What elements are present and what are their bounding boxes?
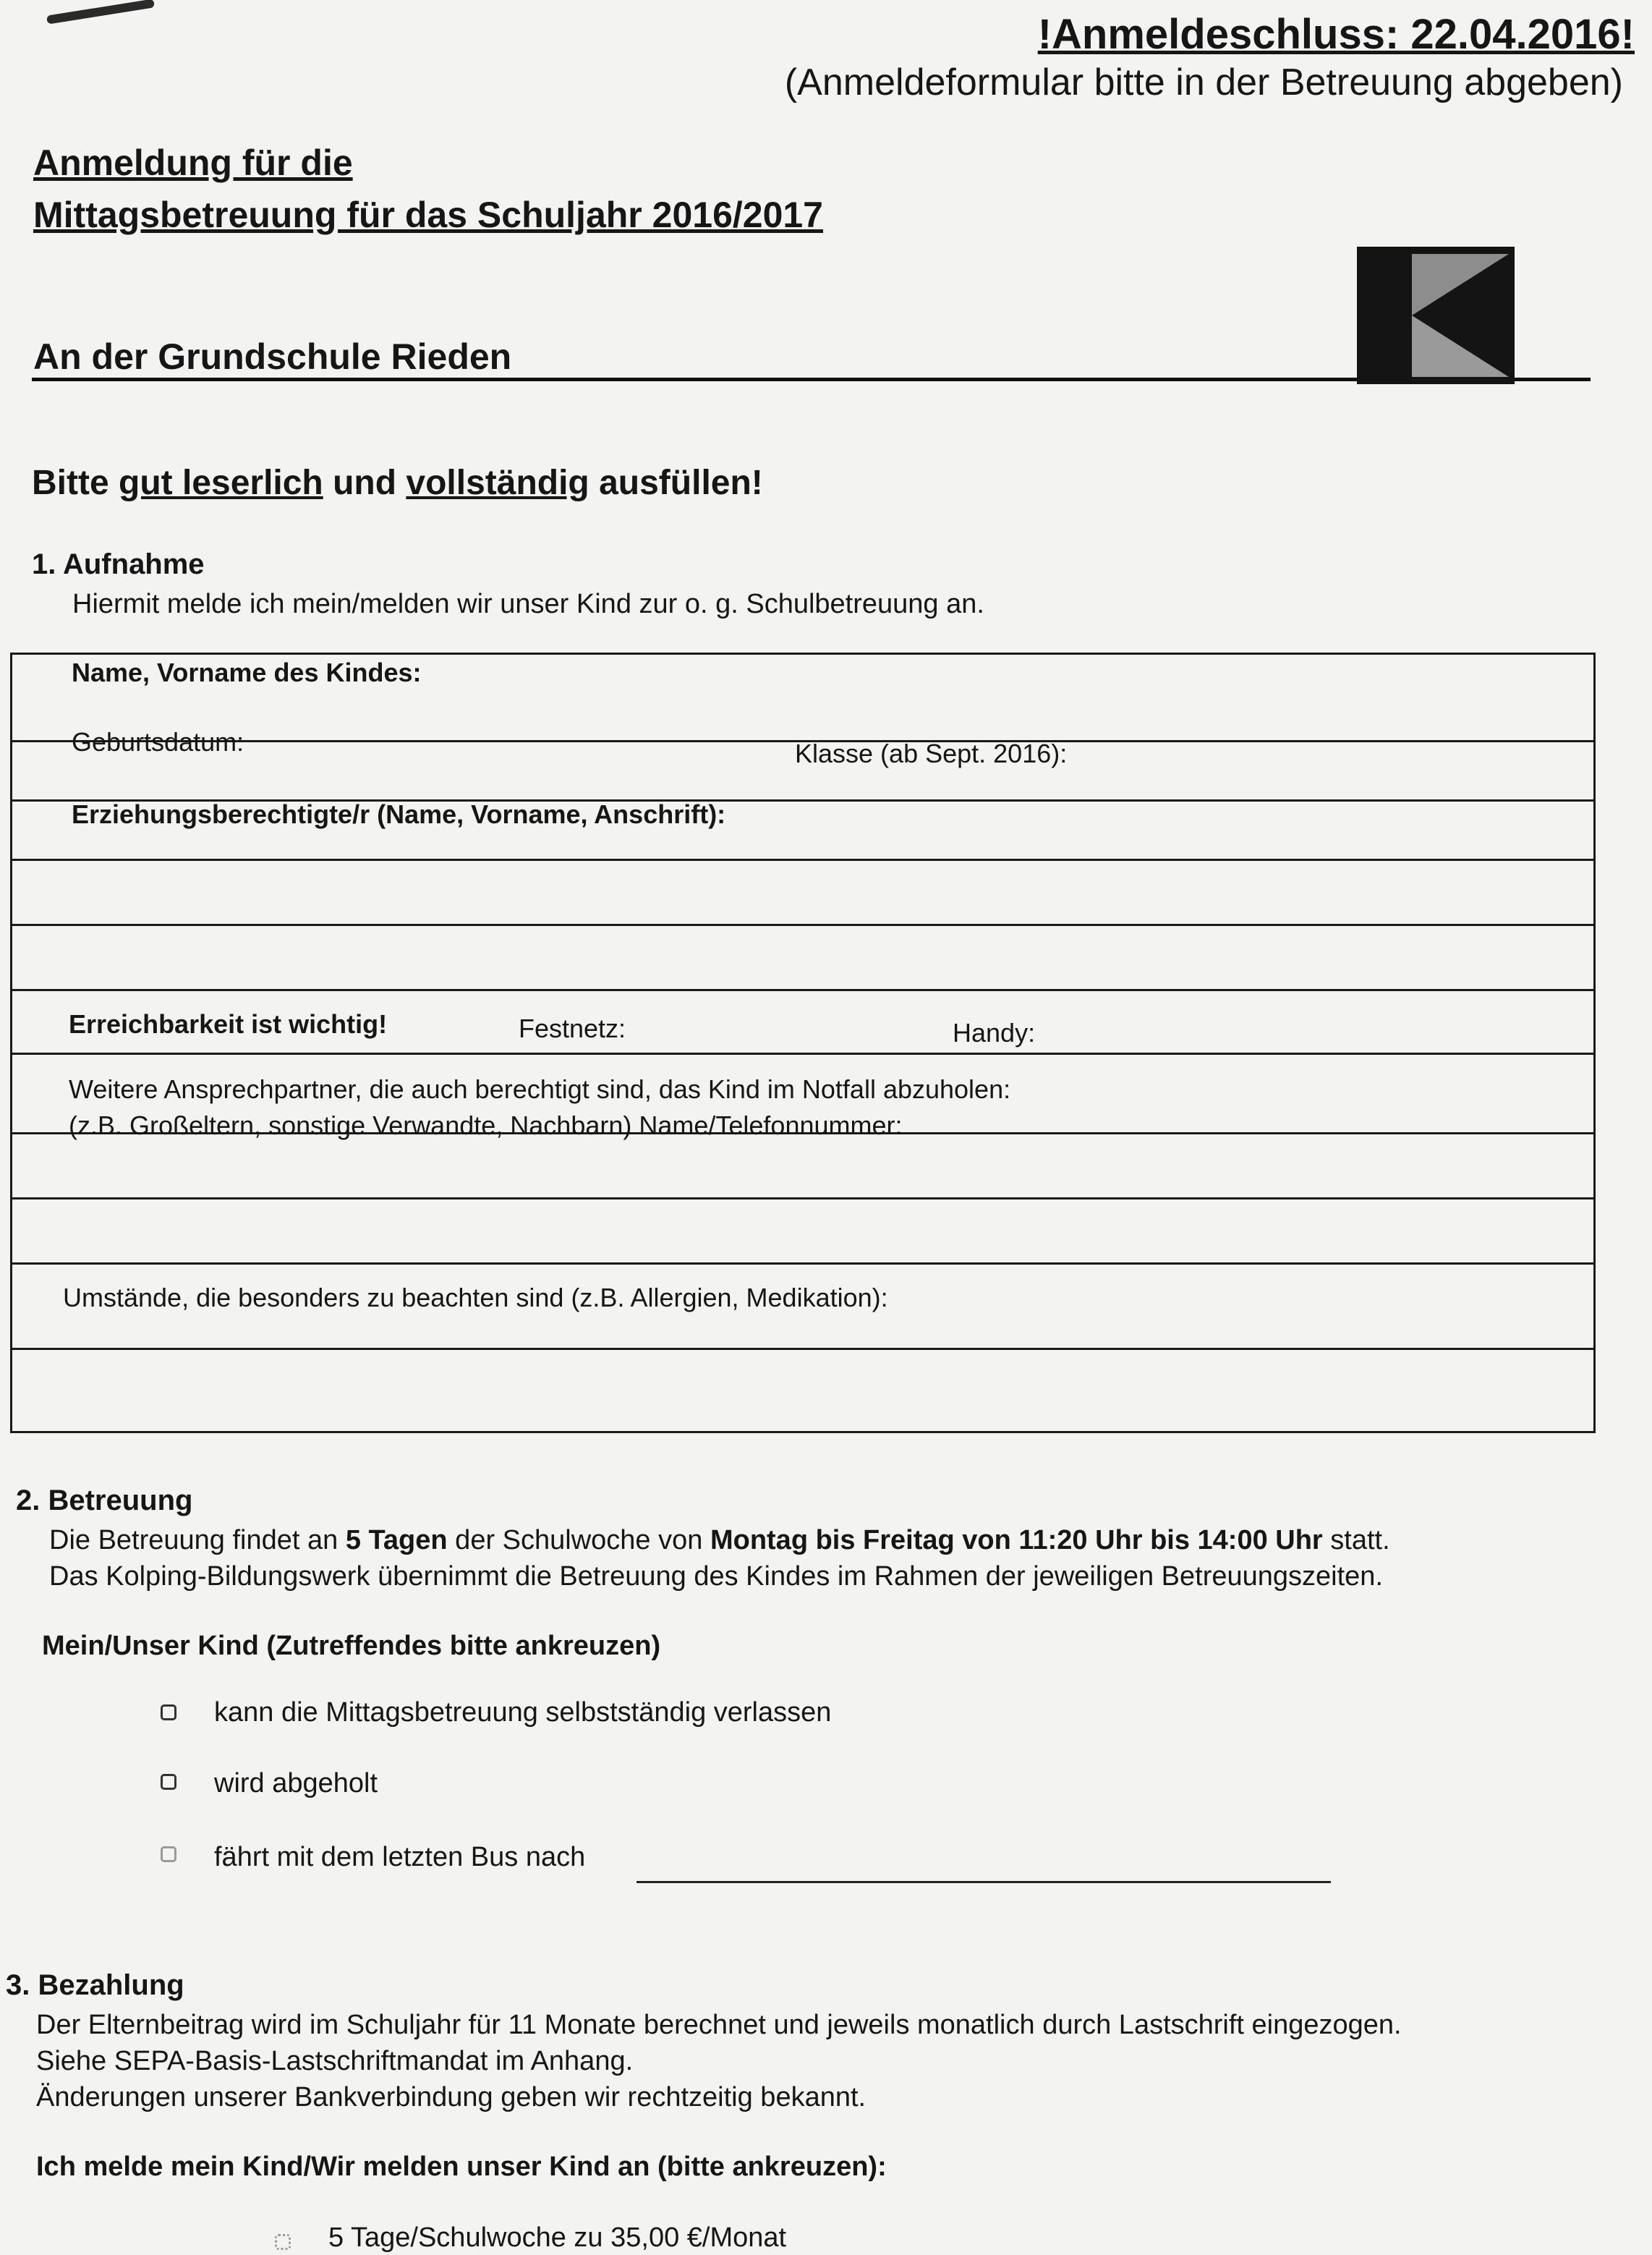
payment-text-line3: Änderungen unserer Bankverbindung geben wir rechtzeitig bekannt. [36, 2082, 867, 2112]
table-divider [12, 1053, 1593, 1055]
option-picked-up: wird abgeholt [214, 1768, 378, 1799]
deadline-notice: !Anmeldeschluss: 22.04.2016! [1037, 11, 1635, 58]
choice-heading-betreuung: Mein/Unser Kind (Zutreffendes bitte ankreuzen) [42, 1631, 661, 1661]
section-text-aufnahme: Hiermit melde ich mein/melden wir unser Kind zur o. g. Schulbetreuung an. [72, 589, 984, 619]
section-heading-betreuung: 2. Betreuung [16, 1485, 193, 1516]
payment-text-line2: Siehe SEPA-Basis-Lastschriftmandat im Anhang. [36, 2046, 634, 2076]
guardian-label: Erziehungsberechtigte/r (Name, Vorname, Anschrift): [72, 799, 726, 829]
section-heading-aufnahme: 1. Aufnahme [32, 548, 205, 580]
table-divider [12, 924, 1593, 926]
checkbox-five-days[interactable] [275, 2234, 291, 2250]
child-name-label: Name, Vorname des Kindes: [72, 658, 422, 687]
checkbox-picked-up[interactable] [161, 1774, 176, 1790]
pen-mark [46, 0, 155, 25]
choice-heading-bezahlung: Ich melde mein Kind/Wir melden unser Kind an (bitte ankreuzen): [36, 2152, 887, 2182]
circumstances-label: Umstände, die besonders zu beachten sind (z.B. Allergien, Medikation): [63, 1283, 888, 1312]
section-text-betreuung-times: Die Betreuung findet an 5 Tagen der Schulwoche von Montag bis Freitag von 11:20 Uhr bis 14:00 Uhr statt. [49, 1525, 1390, 1555]
section-heading-bezahlung: 3. Bezahlung [6, 1969, 184, 2001]
fill-instruction: Bitte gut leserlich und vollständig ausfüllen! [32, 464, 763, 502]
checkbox-self-leave[interactable] [161, 1704, 176, 1720]
mobile-label: Handy: [953, 1018, 1036, 1048]
form-title-line1: Anmeldung für die [33, 143, 353, 183]
reachability-label: Erreichbarkeit ist wichtig! [69, 1009, 388, 1039]
birth-date-label: Geburtsdatum: [72, 727, 244, 757]
table-divider [12, 989, 1593, 991]
contacts-label: Weitere Ansprechpartner, die auch berechtigt sind, das Kind im Notfall abzuholen: [69, 1074, 1011, 1104]
table-divider [12, 1262, 1593, 1265]
contacts-hint: (z.B. Großeltern, sonstige Verwandte, Nachbarn) Name/Telefonnummer: [69, 1110, 903, 1140]
option-five-days: 5 Tage/Schulwoche zu 35,00 €/Monat [328, 2222, 787, 2253]
payment-text-line1: Der Elternbeitrag wird im Schuljahr für 11 Monate berechnet und jeweils monatlich durch Lastschrift eingezogen. [36, 2010, 1402, 2040]
class-label: Klasse (ab Sept. 2016): [795, 739, 1068, 768]
option-self-leave: kann die Mittagsbetreuung selbstständig verlassen [214, 1697, 832, 1728]
landline-label: Festnetz: [519, 1014, 626, 1043]
form-title-line2: Mittagsbetreuung für das Schuljahr 2016/2017 [33, 195, 823, 235]
school-name: An der Grundschule Rieden [33, 336, 512, 377]
table-divider [12, 859, 1593, 861]
kolping-logo-icon [1357, 247, 1515, 384]
deadline-note: (Anmeldeformular bitte in der Betreuung abgeben) [784, 61, 1623, 103]
table-divider [12, 1197, 1593, 1199]
checkbox-last-bus[interactable] [161, 1846, 176, 1862]
section-text-betreuung-kolping: Das Kolping-Bildungswerk übernimmt die Betreuung des Kindes im Rahmen der jeweiligen Betreuungszeiten. [49, 1561, 1384, 1592]
registration-form-table [10, 653, 1596, 1433]
bus-destination-line[interactable] [636, 1881, 1331, 1883]
option-last-bus: fährt mit dem letzten Bus nach [214, 1842, 586, 1872]
table-divider [12, 1348, 1593, 1350]
